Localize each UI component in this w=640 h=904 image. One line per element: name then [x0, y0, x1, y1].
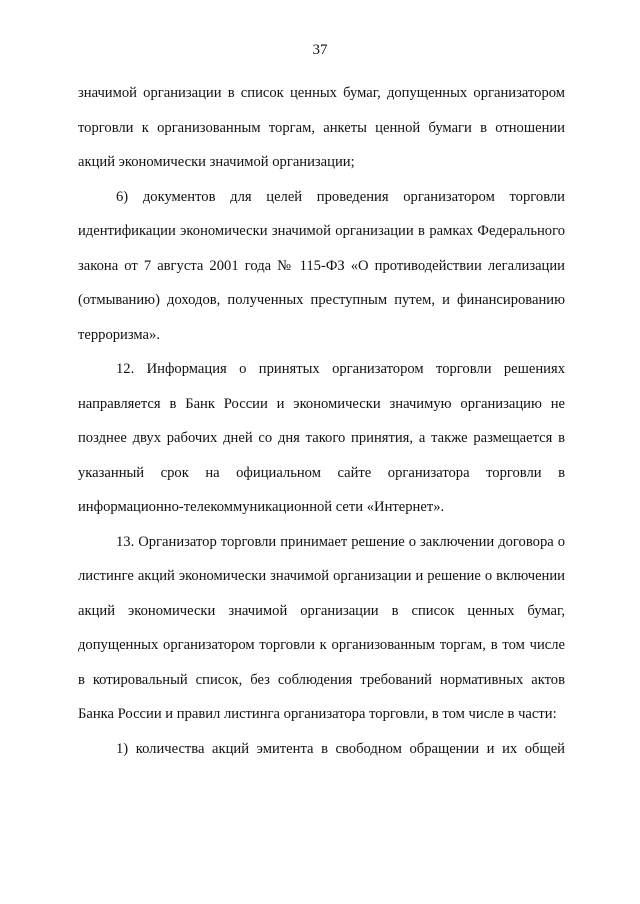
paragraph-item-6: 6) документов для целей проведения организатором торговли идентификации экономически значимой организации в рамках Федерального закона от 7 августа 2001 года № 115-ФЗ «О противодействии легализации (отмыванию) доходов, полученных преступным путем, и финансированию терроризма». [78, 188, 565, 343]
document-body [78, 76, 565, 766]
paragraph-12: 12. Информация о принятых организатором торговли решениях направляется в Банк России и экономически значимую организацию не позднее двух рабочих дней со дня такого принятия, а также размещается в указанный срок на официальном сайте организатора торговли в информационно-телекоммуникационной сети «Интернет». [78, 361, 565, 515]
page-number: 37 [312, 42, 328, 58]
paragraph-item-1: 1) количества акций эмитента в свободном обращении и их общей [116, 740, 565, 757]
paragraph-13: 13. Организатор торговли принимает решение о заключении договора о листинге акций экономически значимой организации и решение о включении акций экономически значимой организации в список ценных бумаг, допущенных организатором торговли к организованным торгам, в том числе в котировальный список, без соблюдения требований нормативных актов Банка России и правил листинга организатора торговли, в том числе в части: [78, 533, 565, 722]
paragraph-continued: значимой организации в список ценных бумаг, допущенных организатором торговли к организованным торгам, анкеты ценной бумаги в отношении акций экономически значимой организации; [78, 85, 565, 170]
